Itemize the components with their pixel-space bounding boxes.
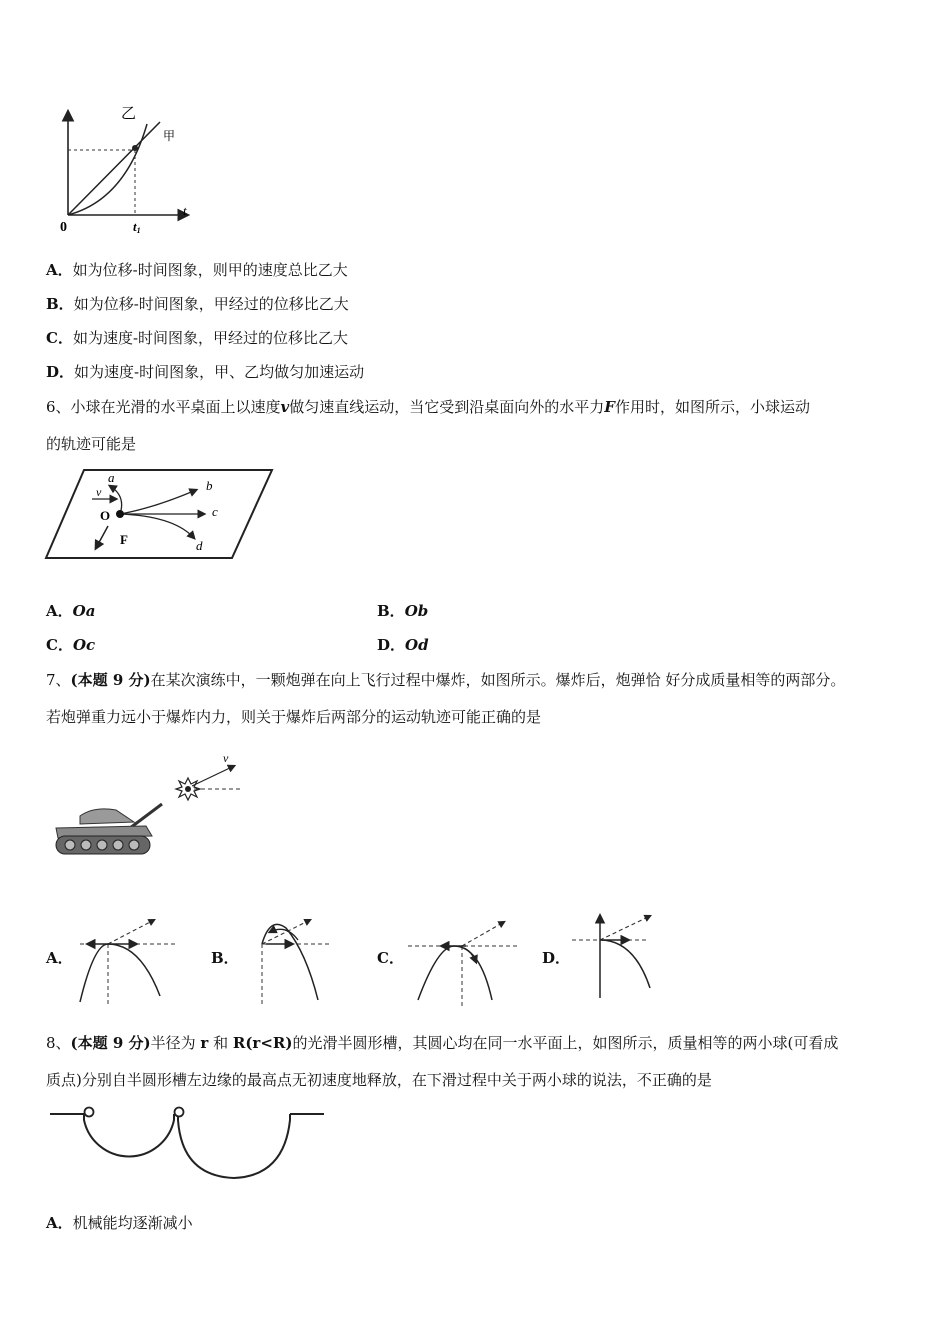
small-ball: [85, 1108, 94, 1117]
q6-option-d: D．Od: [377, 636, 429, 654]
label-v: v: [223, 751, 229, 765]
q6-stem-line1: 6、小球在光滑的水平桌面上以速度v做匀速直线运动，当它受到沿桌面向外的水平力F作用时，如图所示，小球运动: [46, 398, 810, 416]
q5-option-d: D．如为速度-时间图象，甲、乙均做匀加速运动: [46, 363, 365, 381]
label-a: a: [108, 470, 115, 485]
line-jia: [68, 122, 160, 215]
q7-tank-figure: [50, 750, 250, 862]
q6-option-b: B．Ob: [377, 602, 429, 620]
q5-graph-figure: [55, 100, 205, 235]
q7-option-c-figure: [404, 912, 522, 1008]
q8-option-a: A．机械能均逐渐减小: [46, 1214, 193, 1232]
intersection-point: [132, 145, 138, 151]
q7-stem-line1: 7、(本题 9 分)在某次演练中，一颗炮弹在向上飞行过程中爆炸，如图所示。爆炸后，炮弹恰 好分成质量相等的两部分。: [46, 671, 846, 689]
q5-option-a: A．如为位移-时间图象，则甲的速度总比乙大: [46, 261, 348, 279]
path-a: [110, 486, 122, 514]
q7-option-c: C．: [377, 949, 404, 967]
label-F: F: [120, 532, 128, 547]
q5-option-b: B．如为位移-时间图象，甲经过的位移比乙大: [46, 295, 349, 313]
label-O: O: [100, 508, 111, 523]
q7-option-d-figure: [568, 906, 668, 1006]
velocity-arrow: [192, 766, 234, 786]
label-d: d: [196, 538, 203, 553]
q7-option-b-figure: [236, 912, 348, 1008]
large-ball: [175, 1108, 184, 1117]
q5-option-c: C．如为速度-时间图象，甲经过的位移比乙大: [46, 329, 349, 347]
tank-barrel: [130, 804, 162, 828]
label-t1: t1: [133, 219, 141, 235]
q6-table-figure: [44, 466, 276, 564]
label-origin: 0: [60, 220, 67, 235]
q8-grooves-figure: [48, 1104, 328, 1184]
q6-stem-line2: 的轨迹可能是: [46, 435, 137, 453]
small-groove: [84, 1114, 174, 1156]
q7-option-a: A．: [46, 949, 73, 967]
q8-stem-line2: 质点)分别自半圆形槽左边缘的最高点无初速度地释放，在下滑过程中关于两小球的说法，不正确的是: [46, 1071, 712, 1089]
q7-option-b: B．: [211, 949, 239, 967]
q7-option-d: D．: [542, 949, 571, 967]
path-d: [120, 514, 194, 538]
label-v: v: [96, 485, 102, 499]
q7-option-a-figure: [70, 912, 182, 1008]
ball: [116, 510, 124, 518]
label-b: b: [206, 478, 213, 493]
label-t-axis: t: [183, 203, 187, 218]
label-c: c: [212, 504, 218, 519]
q6-option-c: C．Oc: [46, 636, 96, 654]
label-jia: 甲: [163, 129, 176, 143]
tank-turret: [80, 809, 134, 824]
q8-stem-line1: 8、(本题 9 分)半径为 r 和 R(r<R)的光滑半圆形槽，其圆心均在同一水平面上，如图所示，质量相等的两小球(可看成: [46, 1034, 839, 1052]
large-groove: [178, 1114, 290, 1178]
path-b: [120, 490, 196, 514]
q6-option-a: A．Oa: [46, 602, 96, 620]
q7-stem-line2: 若炮弹重力远小于爆炸内力，则关于爆炸后两部分的运动轨迹可能正确的是: [46, 708, 542, 726]
force-arrow: [96, 526, 108, 548]
label-yi: 乙: [121, 106, 137, 122]
